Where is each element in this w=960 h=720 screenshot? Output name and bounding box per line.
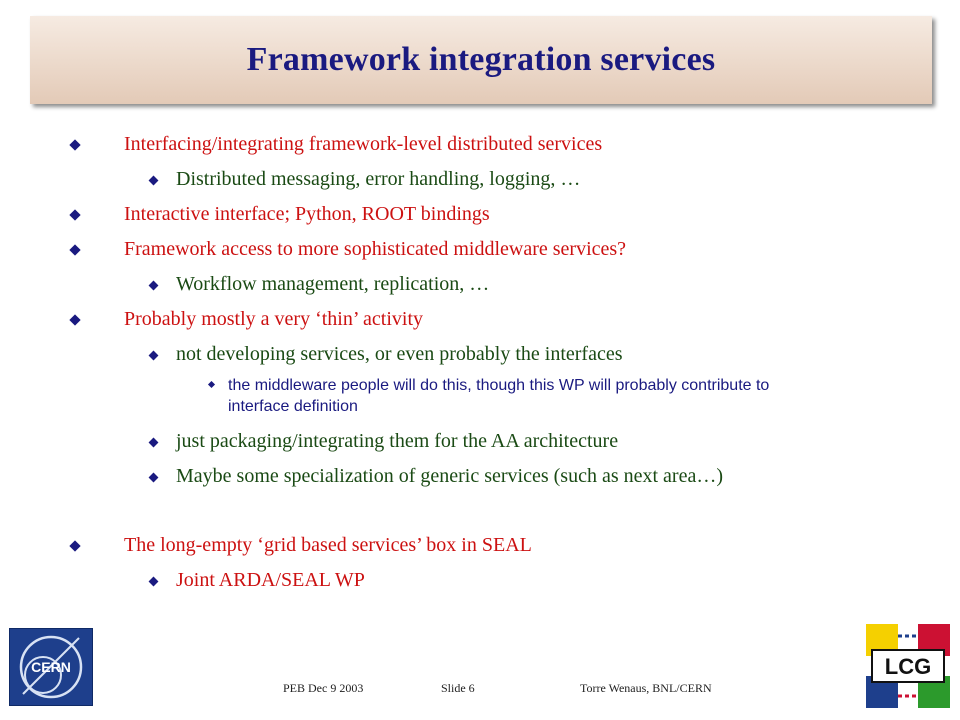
- diamond-bullet-icon: [149, 577, 159, 587]
- bullet-text: just packaging/integrating them for the AA architecture: [176, 430, 619, 452]
- diamond-bullet-icon: [149, 438, 159, 448]
- bullet-text: Distributed messaging, error handling, logging, …: [176, 168, 581, 190]
- cern-logo-text: CERN: [31, 659, 71, 675]
- bullet-text: Probably mostly a very ‘thin’ activity: [124, 308, 424, 330]
- sub-bullet-item: [150, 273, 489, 296]
- diamond-bullet-icon: [69, 314, 80, 325]
- sub-bullet-item: [150, 343, 623, 366]
- lcg-logo-text: LCG: [884, 654, 932, 679]
- sub-bullet-item: [150, 569, 365, 592]
- footer-meeting: PEB Dec 9 2003: [283, 681, 364, 695]
- lcg-logo: [866, 624, 950, 708]
- bullet-item: [71, 238, 626, 261]
- slide-title: Framework integration services: [246, 41, 716, 78]
- bullet-text: the middleware people will do this, though this WP will probably contribute to interface definition: [228, 377, 770, 415]
- sub-bullet-item: [150, 168, 580, 191]
- bullet-text: not developing services, or even probably the interfaces: [176, 343, 623, 365]
- bullet-text: Interfacing/integrating framework-level distributed services: [124, 133, 603, 155]
- diamond-bullet-icon: [69, 540, 80, 551]
- diamond-bullet-icon: [149, 281, 159, 291]
- diamond-bullet-icon: [149, 351, 159, 361]
- footer-slide-number: Slide 6: [441, 681, 475, 695]
- diamond-bullet-icon: [149, 473, 159, 483]
- diamond-bullet-icon: [149, 176, 159, 186]
- title-bar: [30, 16, 932, 104]
- diamond-bullet-icon: [208, 381, 215, 388]
- diamond-bullet-icon: [69, 139, 80, 150]
- sub-bullet-item: [150, 430, 618, 453]
- bullet-text: Framework access to more sophisticated middleware services?: [124, 238, 627, 260]
- bullet-item: [71, 308, 423, 331]
- bullet-text: Workflow management, replication, …: [176, 273, 490, 295]
- footer-author: Torre Wenaus, BNL/CERN: [580, 681, 712, 695]
- cern-logo: [9, 628, 93, 706]
- bullet-text: Joint ARDA/SEAL WP: [176, 569, 365, 591]
- bullet-text: Interactive interface; Python, ROOT bindings: [124, 203, 490, 225]
- diamond-bullet-icon: [69, 209, 80, 220]
- sub-bullet-item: [150, 465, 723, 488]
- bullet-text: Maybe some specialization of generic services (such as next area…): [176, 465, 723, 487]
- bullet-item: [71, 203, 490, 226]
- sub-sub-bullet-item: [209, 375, 809, 417]
- bullet-text: The long-empty ‘grid based services’ box in SEAL: [124, 534, 532, 556]
- diamond-bullet-icon: [69, 244, 80, 255]
- bullet-item: [71, 534, 532, 557]
- bullet-item: [71, 133, 602, 156]
